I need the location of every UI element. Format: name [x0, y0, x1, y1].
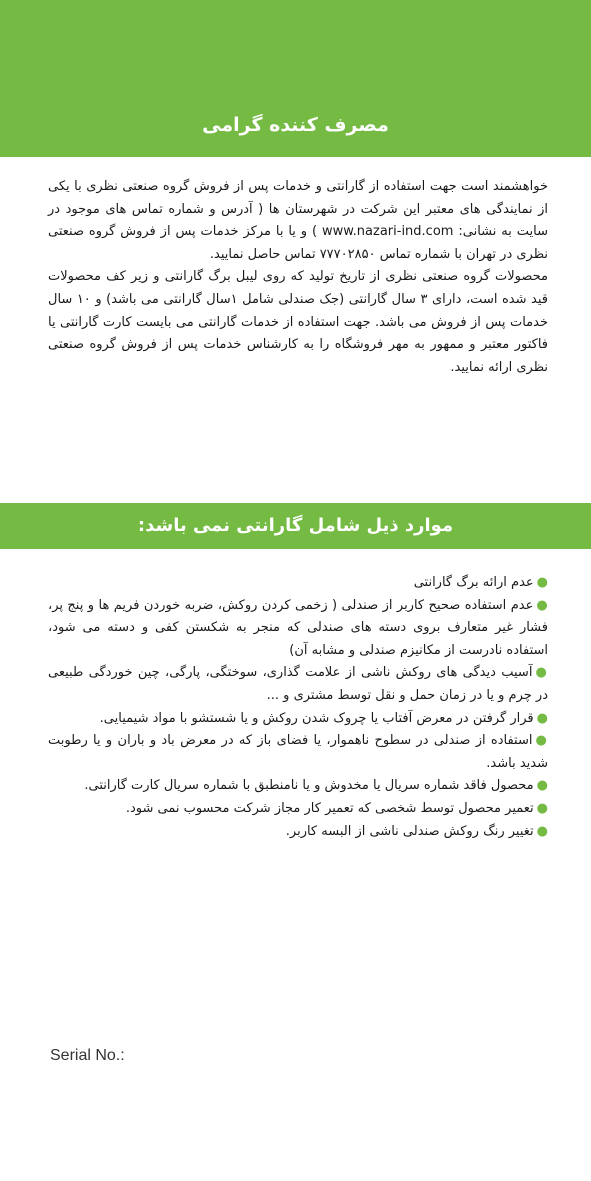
- intro-paragraph-1: [48, 176, 548, 266]
- bullet-icon: ●: [536, 778, 548, 794]
- exclusions-title: موارد ذیل شامل گارانتی نمی باشد:: [137, 515, 454, 536]
- bullet-icon: ●: [536, 575, 548, 590]
- bullet-icon: ●: [535, 733, 549, 749]
- list-item-text: عدم استفاده صحیح کاربر از صندلی ( زخمی کردن روکش، ضربه خوردن فریم ها و پنج پر، فشار غیر متعارف بروی دسته های صندلی که منجر به شکستن کفی و دسته می شود، استفاده نادرست از مکانیزم صندلی و مشابه آن): [48, 597, 548, 658]
- list-item: [48, 595, 548, 663]
- bullet-icon: ●: [536, 823, 548, 839]
- exclusions-list: [48, 572, 548, 843]
- list-item: [48, 775, 548, 798]
- bullet-icon: ●: [535, 665, 548, 681]
- list-item: [48, 821, 548, 844]
- header-band: [0, 0, 591, 157]
- list-item: [48, 572, 548, 595]
- list-item-text: قرار گرفتن در معرض آفتاب یا چروک شدن روکش و یا شستشو با مواد شیمیایی.: [99, 710, 534, 726]
- list-item: [48, 708, 548, 731]
- list-item: [48, 662, 548, 707]
- list-item-text: عدم ارائه برگ گارانتی: [413, 575, 534, 590]
- exclusions-band: [0, 503, 591, 549]
- list-item: [48, 798, 548, 821]
- list-item-text: تعمیر محصول توسط شخصی که تعمیر کار مجاز شرکت محسوب نمی شود.: [125, 800, 534, 816]
- intro-section: [48, 176, 548, 379]
- intro-paragraph-1-part-2: ) و یا با مرکز خدمات پس از فروش گروه صنعتی نظری در تهران با شماره تماس ۷۷۷۰۲۸۵۰ تماس حاصل نمایید.: [48, 224, 548, 262]
- list-item-text: محصول فاقد شماره سریال یا مخدوش و یا نامنطبق با شماره سریال کارت گارانتی.: [84, 778, 534, 794]
- list-item-text: آسیب دیدگی های روکش ناشی از علامت گذاری، سوختگی، پارگی، چین خوردگی طبیعی در چرم و یا در زمان حمل و نقل توسط مشتری و ...: [48, 665, 548, 703]
- website-link[interactable]: www.nazari-ind.com: [321, 224, 454, 240]
- bullet-icon: ●: [536, 597, 549, 613]
- intro-paragraph-2: محصولات گروه صنعتی نظری از تاریخ تولید که روی لیبل برگ گارانتی و زیر کف محصولات قید شده است، دارای ۳ سال گارانتی (جک صندلی شامل ۱سال گارانتی می باشد) و ۱۰ سال خدمات پس از فروش می باشد. جهت استفاده از خدمات گارانتی می بایست کارت گارانتی یا فاکتور معتبر و ممهور به مهر فروشگاه را به کارشناس خدمات پس از فروش گروه صنعتی نظری ارائه نمایید.: [48, 269, 548, 375]
- list-item: [48, 730, 548, 775]
- intro-paragraph-1-part-1: خواهشمند است جهت استفاده از گارانتی و خدمات پس از فروش گروه صنعتی نظری با یکی از نمایندگی های معتبر این شرکت در شهرستان ها ( آدرس و شماره تماس های موجود در سایت به نشانی:: [48, 179, 548, 240]
- list-item-text: استفاده از صندلی در سطوح ناهموار، یا فضای باز که در معرض باد و باران و یا رطوبت شدید باشد.: [48, 733, 548, 771]
- list-item-text: تغییر رنگ روکش صندلی ناشی از البسه کاربر.: [285, 823, 534, 839]
- bullet-icon: ●: [536, 710, 548, 726]
- serial-number-label: Serial No.:: [50, 1047, 125, 1064]
- page-title: مصرف کننده گرامی: [202, 114, 389, 136]
- bullet-icon: ●: [536, 800, 548, 816]
